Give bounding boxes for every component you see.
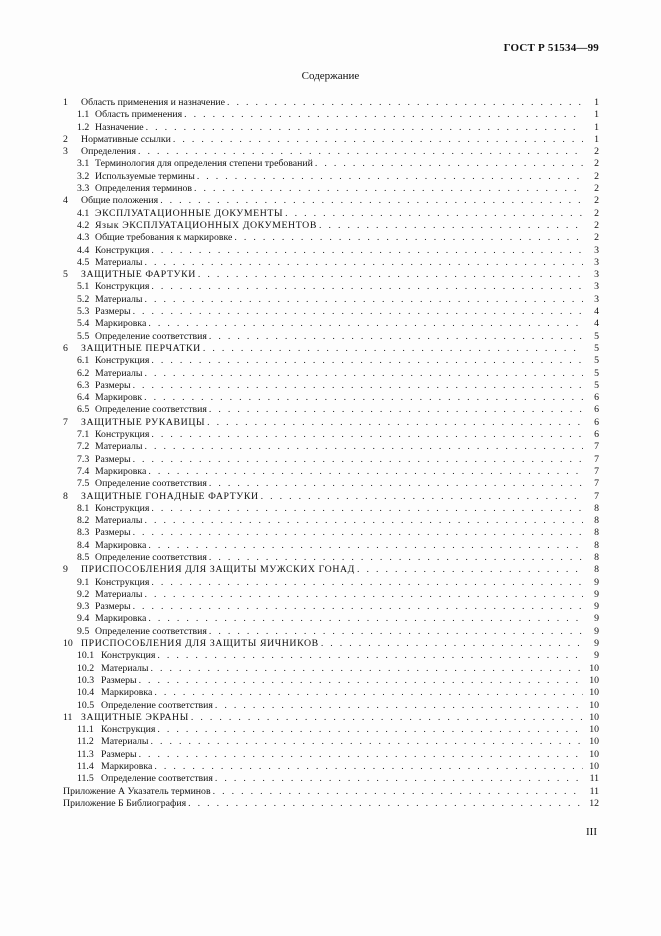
- toc-entry-title: Размеры: [95, 453, 131, 465]
- toc-entry-title: Материалы: [95, 256, 143, 268]
- toc-entry-page: 10: [589, 687, 599, 699]
- toc-entry-number: 6.5: [77, 404, 90, 416]
- toc-entry-page: 8: [594, 564, 599, 576]
- toc-entry-number: 3.3: [77, 183, 90, 195]
- toc-leader-dots: [144, 257, 583, 269]
- toc-leader-dots: [203, 343, 583, 355]
- toc-entry-page: 1: [594, 97, 599, 108]
- toc-entry-number: 3.1: [77, 158, 90, 170]
- toc-entry[interactable]: [63, 171, 599, 183]
- toc-entry[interactable]: [63, 466, 599, 478]
- toc-entry-page: 7: [594, 441, 599, 453]
- toc-entry[interactable]: [63, 601, 599, 613]
- toc-leader-dots: [148, 466, 583, 478]
- toc-leader-dots: [144, 515, 583, 527]
- toc-entry[interactable]: [63, 589, 599, 601]
- toc-entry-number: 1.2: [77, 121, 90, 133]
- toc-entry-title: Определение соответствия: [101, 699, 213, 711]
- toc-entry-title: Размеры: [101, 674, 137, 686]
- toc-entry-title: Материалы: [101, 662, 149, 674]
- toc-entry-page: 9: [594, 638, 599, 650]
- toc-entry-title: Язык ЭКСПЛУАТАЦИОННЫХ ДОКУМЕНТОВ: [95, 219, 317, 231]
- toc-entry-title: Размеры: [95, 527, 131, 539]
- toc-leader-dots: [154, 687, 583, 699]
- toc-entry-page: 8: [594, 515, 599, 527]
- toc-leader-dots: [207, 417, 583, 429]
- toc-entry-page: 6: [594, 392, 599, 404]
- toc-entry-title: Конструкция: [101, 650, 156, 662]
- toc-entry-number: 8: [63, 490, 68, 502]
- toc-entry-number: 9.5: [77, 625, 90, 637]
- toc-entry-title: Маркировка: [95, 465, 147, 477]
- toc-leader-dots: [194, 183, 583, 195]
- toc-leader-dots: [319, 220, 583, 232]
- toc-leader-dots: [315, 158, 583, 170]
- toc-entry-title: Определение соответствия: [95, 478, 207, 490]
- toc-entry-title: Определение соответствия: [95, 330, 207, 342]
- toc-entry[interactable]: [63, 515, 599, 527]
- toc-entry-title: Размеры: [95, 601, 131, 613]
- toc-entry-title: Конструкция: [95, 502, 150, 514]
- toc-entry-number: 7.5: [77, 478, 90, 490]
- toc-entry[interactable]: [63, 220, 599, 232]
- toc-leader-dots: [261, 491, 583, 503]
- toc-entry-number: 8.4: [77, 539, 90, 551]
- toc-entry[interactable]: [63, 183, 599, 195]
- toc-leader-dots: [133, 306, 583, 318]
- toc-leader-dots: [133, 601, 583, 613]
- toc-entry-page: 7: [594, 465, 599, 477]
- toc-entry[interactable]: [63, 540, 599, 552]
- toc-entry-page: 6: [594, 404, 599, 416]
- toc-entry[interactable]: [63, 146, 599, 158]
- toc-entry-number: 7.1: [77, 429, 90, 441]
- toc-entry[interactable]: [63, 257, 599, 269]
- toc-leader-dots: [144, 441, 583, 453]
- toc-leader-dots: [144, 368, 583, 380]
- toc-leader-dots: [138, 146, 583, 158]
- toc-entry-number: 4.5: [77, 256, 90, 268]
- toc-leader-dots: [321, 638, 583, 650]
- toc-leader-dots: [139, 749, 583, 761]
- toc-entry[interactable]: [63, 122, 599, 134]
- toc-entry-title: Материалы: [95, 515, 143, 527]
- toc-entry-page: 3: [594, 281, 599, 293]
- toc-entry-title: ПРИСПОСОБЛЕНИЯ ДЛЯ ЗАЩИТЫ ЯИЧНИКОВ: [81, 638, 319, 650]
- toc-leader-dots: [234, 232, 583, 244]
- toc-entry[interactable]: [63, 650, 599, 662]
- toc-entry-title: Общие требования к маркировке: [95, 232, 233, 244]
- toc-entry-page: 7: [594, 453, 599, 465]
- toc-entry[interactable]: [63, 626, 599, 638]
- toc-entry-title: ЗАЩИТНЫЕ РУКАВИЦЫ: [81, 416, 206, 428]
- toc-entry-page: 4: [594, 318, 599, 330]
- toc-entry-number: 10.2: [77, 662, 95, 674]
- toc-entry[interactable]: [63, 306, 599, 318]
- toc-entry-page: 2: [594, 195, 599, 207]
- toc-entry-number: 8.5: [77, 551, 90, 563]
- toc-entry-title: Размеры: [101, 748, 137, 760]
- toc-entry[interactable]: [63, 712, 599, 724]
- toc-entry[interactable]: [63, 417, 599, 429]
- toc-entry-page: 2: [594, 158, 599, 170]
- toc-leader-dots: [209, 404, 583, 416]
- toc-entry-page: 2: [594, 146, 599, 158]
- toc-entry-number: 11.5: [77, 773, 94, 785]
- toc-entry-title: Терминология для определения степени требований: [95, 158, 313, 170]
- toc-entry-number: 5.5: [77, 330, 90, 342]
- toc-entry-number: 6: [63, 342, 68, 354]
- toc-entry-number: 8.2: [77, 515, 90, 527]
- toc-entry-number: 11: [63, 711, 73, 723]
- toc-leader-dots: [151, 355, 583, 367]
- toc-entry-number: 1.1: [77, 109, 90, 121]
- toc-entry-page: 8: [594, 551, 599, 563]
- toc-entry-title: ЗАЩИТНЫЕ ЭКРАНЫ: [81, 711, 189, 723]
- toc-entry[interactable]: [63, 638, 599, 650]
- toc-entry-title: Маркировка: [95, 613, 147, 625]
- toc-entry-title: Область применения: [95, 109, 183, 121]
- toc-leader-dots: [154, 761, 583, 773]
- toc-entry-title: Размеры: [95, 306, 131, 318]
- toc-entry-number: 7.2: [77, 441, 90, 453]
- toc-entry[interactable]: [63, 97, 599, 109]
- toc-leader-dots: [133, 527, 583, 539]
- toc-entry-page: 3: [594, 256, 599, 268]
- toc-entry-number: 3: [63, 146, 68, 158]
- toc-leader-dots: [215, 773, 583, 785]
- toc-entry-title: Материалы: [95, 293, 143, 305]
- toc-leader-dots: [227, 97, 583, 109]
- toc-entry-page: 1: [594, 109, 599, 121]
- toc-entry-page: 4: [594, 306, 599, 318]
- toc-entry-number: 8.3: [77, 527, 90, 539]
- toc-leader-dots: [157, 724, 583, 736]
- toc-entry-number: 10.1: [77, 650, 95, 662]
- toc-entry[interactable]: [63, 429, 599, 441]
- toc-entry[interactable]: [63, 491, 599, 503]
- toc-entry-number: 4.4: [77, 244, 90, 256]
- toc-leader-dots: [197, 171, 583, 183]
- toc-entry-title: Конструкция: [95, 355, 150, 367]
- toc-entry-page: 6: [594, 416, 599, 428]
- toc-entry-number: 8.1: [77, 502, 90, 514]
- toc-entry-page: 2: [594, 183, 599, 195]
- toc-entry[interactable]: [63, 404, 599, 416]
- toc-title: Содержание: [301, 70, 360, 82]
- toc-entry-page: 9: [594, 625, 599, 637]
- toc-entry-number: 1: [63, 97, 68, 108]
- toc-entry-title: Определения терминов: [95, 183, 193, 195]
- toc-entry[interactable]: [63, 294, 599, 306]
- toc-entry-page: 5: [594, 355, 599, 367]
- toc-entry[interactable]: [63, 318, 599, 330]
- toc-entry-page: 10: [589, 736, 599, 748]
- toc-entry-page: 3: [594, 269, 599, 281]
- toc-entry[interactable]: [63, 380, 599, 392]
- toc-entry-page: 10: [589, 674, 599, 686]
- toc-entry[interactable]: [63, 503, 599, 515]
- toc-entry-title: Определение соответствия: [95, 404, 207, 416]
- toc-entry-page: 5: [594, 342, 599, 354]
- toc-entry[interactable]: [63, 613, 599, 625]
- toc-entry-number: 6.3: [77, 379, 90, 391]
- toc-entry-number: 11.2: [77, 736, 94, 748]
- toc-entry-page: 1: [594, 133, 599, 145]
- toc-entry-page: 7: [594, 490, 599, 502]
- toc-entry-number: 2: [63, 133, 68, 145]
- toc-entry-title: Маркировка: [101, 687, 153, 699]
- toc-entry-page: 10: [589, 748, 599, 760]
- toc-leader-dots: [151, 245, 583, 257]
- toc-entry[interactable]: [63, 441, 599, 453]
- toc-leader-dots: [139, 675, 583, 687]
- toc-leader-dots: [148, 318, 583, 330]
- toc-entry-title: Конструкция: [95, 281, 150, 293]
- toc-entry-page: 10: [589, 761, 599, 773]
- toc-entry-title: Общие положения: [81, 195, 159, 207]
- toc-entry[interactable]: [63, 552, 599, 564]
- toc-leader-dots: [184, 109, 583, 121]
- toc-leader-dots: [151, 577, 583, 589]
- toc-entry-title: Маркировка: [95, 318, 147, 330]
- toc-entry[interactable]: [63, 454, 599, 466]
- toc-entry-title: Область применения и назначение: [81, 97, 226, 108]
- toc-leader-dots: [191, 712, 583, 724]
- toc-entry[interactable]: [63, 134, 599, 146]
- toc-entry[interactable]: [63, 269, 599, 281]
- toc-entry[interactable]: [63, 232, 599, 244]
- toc-entry-number: 4: [63, 195, 68, 207]
- toc-entry[interactable]: [63, 158, 599, 170]
- toc-entry-number: 9.3: [77, 601, 90, 613]
- toc-entry-number: 6.1: [77, 355, 90, 367]
- toc-entry-number: 7.4: [77, 465, 90, 477]
- toc-leader-dots: [133, 380, 583, 392]
- toc-entry[interactable]: [63, 527, 599, 539]
- toc-entry[interactable]: [63, 700, 599, 712]
- toc-entry[interactable]: [63, 195, 599, 207]
- toc-entry-title: Материалы: [95, 367, 143, 379]
- toc-entry[interactable]: [63, 663, 599, 675]
- toc-entry-page: 2: [594, 207, 599, 219]
- toc-entry[interactable]: [63, 786, 599, 798]
- toc-entry-number: 5: [63, 269, 68, 281]
- toc-entry-page: 10: [589, 724, 599, 736]
- toc-entry-title: Определения: [81, 146, 136, 158]
- toc-leader-dots: [150, 663, 583, 675]
- toc-entry-page: 2: [594, 170, 599, 182]
- toc-leader-dots: [144, 589, 583, 601]
- toc-entry-page: 9: [594, 650, 599, 662]
- toc-entry[interactable]: [63, 736, 599, 748]
- toc-entry-title: Нормативные ссылки: [81, 133, 171, 145]
- toc-entry-title: Материалы: [95, 441, 143, 453]
- toc-entry-title: Материалы: [101, 736, 149, 748]
- toc-entry-title: Конструкция: [95, 576, 150, 588]
- document-code: ГОСТ Р 51534—99: [503, 42, 599, 54]
- toc-entry-page: 9: [594, 613, 599, 625]
- toc-entry[interactable]: [63, 724, 599, 736]
- toc-leader-dots: [151, 281, 583, 293]
- toc-entry-title: Назначение: [95, 121, 144, 133]
- toc-entry[interactable]: [63, 749, 599, 761]
- toc-leader-dots: [144, 294, 583, 306]
- toc-entry[interactable]: [63, 478, 599, 490]
- toc-entry-title: Размеры: [95, 379, 131, 391]
- toc-leader-dots: [144, 392, 583, 404]
- toc-entry-page: 10: [589, 662, 599, 674]
- toc-entry[interactable]: [63, 208, 599, 220]
- toc-entry-number: 4.2: [77, 219, 90, 231]
- toc-leader-dots: [148, 613, 583, 625]
- toc-entry-number: 5.3: [77, 306, 90, 318]
- table-of-contents: [63, 97, 599, 810]
- toc-entry-title: ЗАЩИТНЫЕ ГОНАДНЫЕ ФАРТУКИ: [81, 490, 259, 502]
- toc-leader-dots: [209, 552, 583, 564]
- toc-entry-page: 7: [594, 478, 599, 490]
- toc-leader-dots: [151, 429, 583, 441]
- toc-entry-number: 3.2: [77, 170, 90, 182]
- toc-entry-page: 9: [594, 601, 599, 613]
- toc-entry[interactable]: [63, 564, 599, 576]
- toc-leader-dots: [173, 134, 583, 146]
- toc-leader-dots: [146, 122, 583, 134]
- toc-entry-title: Определение соответствия: [95, 625, 207, 637]
- toc-entry[interactable]: [63, 675, 599, 687]
- toc-entry-title: Маркировка: [95, 539, 147, 551]
- toc-entry-title: Маркировка: [101, 761, 153, 773]
- toc-leader-dots: [150, 736, 583, 748]
- toc-entry-number: 6.2: [77, 367, 90, 379]
- toc-entry-page: 2: [594, 219, 599, 231]
- toc-leader-dots: [148, 540, 583, 552]
- toc-entry-title: Материалы: [95, 588, 143, 600]
- toc-entry[interactable]: [63, 773, 599, 785]
- toc-entry[interactable]: [63, 687, 599, 699]
- toc-entry-number: 9.4: [77, 613, 90, 625]
- toc-entry-title: ЗАЩИТНЫЕ ФАРТУКИ: [81, 269, 196, 281]
- toc-entry-title: Маркировк: [95, 392, 143, 404]
- toc-leader-dots: [198, 269, 583, 281]
- toc-entry-page: 3: [594, 244, 599, 256]
- toc-entry-number: 5.2: [77, 293, 90, 305]
- toc-entry-number: 9.1: [77, 576, 90, 588]
- page-number: III: [586, 826, 597, 838]
- toc-entry-page: 11: [589, 773, 599, 785]
- toc-leader-dots: [215, 700, 583, 712]
- toc-entry-title: Приложение Б Библиография: [63, 797, 187, 809]
- toc-entry-title: Определение соответствия: [95, 551, 207, 563]
- toc-entry-number: 5.1: [77, 281, 90, 293]
- toc-entry-number: 9: [63, 564, 68, 576]
- toc-entry-number: 5.4: [77, 318, 90, 330]
- toc-entry-page: 5: [594, 367, 599, 379]
- toc-entry-title: Конструкция: [95, 429, 150, 441]
- toc-leader-dots: [209, 626, 583, 638]
- toc-entry[interactable]: [63, 798, 599, 810]
- toc-entry-page: 5: [594, 330, 599, 342]
- toc-entry-page: 10: [589, 711, 599, 723]
- toc-entry-number: 10.4: [77, 687, 95, 699]
- toc-entry-page: 6: [594, 429, 599, 441]
- toc-leader-dots: [357, 564, 583, 576]
- toc-entry-page: 9: [594, 576, 599, 588]
- toc-entry[interactable]: [63, 355, 599, 367]
- toc-entry-page: 12: [589, 797, 599, 809]
- toc-entry-title: Приложение А Указатель терминов: [63, 785, 211, 797]
- toc-leader-dots: [133, 454, 583, 466]
- toc-entry-page: 11: [589, 785, 599, 797]
- toc-leader-dots: [213, 786, 583, 798]
- toc-entry-number: 7: [63, 416, 68, 428]
- toc-entry[interactable]: [63, 343, 599, 355]
- toc-entry-number: 10.3: [77, 674, 95, 686]
- toc-entry-page: 1: [594, 121, 599, 133]
- toc-entry-page: 9: [594, 588, 599, 600]
- toc-entry[interactable]: [63, 368, 599, 380]
- toc-entry[interactable]: [63, 109, 599, 121]
- toc-leader-dots: [285, 208, 583, 220]
- toc-entry-number: 7.3: [77, 453, 90, 465]
- toc-leader-dots: [160, 195, 583, 207]
- toc-entry[interactable]: [63, 331, 599, 343]
- toc-leader-dots: [209, 331, 583, 343]
- toc-entry-number: 10.5: [77, 699, 95, 711]
- toc-entry-title: Определение соответствия: [101, 773, 213, 785]
- toc-leader-dots: [209, 478, 583, 490]
- toc-entry-page: 2: [594, 232, 599, 244]
- toc-entry-page: 10: [589, 699, 599, 711]
- toc-leader-dots: [151, 503, 583, 515]
- toc-entry[interactable]: [63, 245, 599, 257]
- toc-entry-number: 11.4: [77, 761, 94, 773]
- toc-leader-dots: [157, 650, 583, 662]
- toc-entry-title: ЭКСПЛУАТАЦИОННЫЕ ДОКУМЕНТЫ: [95, 207, 284, 219]
- toc-entry-number: 9.2: [77, 588, 90, 600]
- toc-entry-page: 8: [594, 539, 599, 551]
- toc-entry-page: 8: [594, 527, 599, 539]
- toc-entry-number: 10: [63, 638, 73, 650]
- toc-entry[interactable]: [63, 761, 599, 773]
- toc-entry-title: Конструкция: [95, 244, 150, 256]
- toc-entry-title: ЗАЩИТНЫЕ ПЕРЧАТКИ: [81, 342, 201, 354]
- toc-entry[interactable]: [63, 392, 599, 404]
- toc-entry-title: Конструкция: [101, 724, 156, 736]
- toc-entry[interactable]: [63, 281, 599, 293]
- toc-entry-number: 4.3: [77, 232, 90, 244]
- toc-entry-page: 3: [594, 293, 599, 305]
- toc-leader-dots: [188, 798, 583, 810]
- toc-entry-number: 4.1: [77, 207, 90, 219]
- toc-entry-number: 11.1: [77, 724, 94, 736]
- toc-entry-page: 5: [594, 379, 599, 391]
- toc-entry-title: Используемые термины: [95, 170, 195, 182]
- toc-entry-page: 8: [594, 502, 599, 514]
- toc-entry-title: ПРИСПОСОБЛЕНИЯ ДЛЯ ЗАЩИТЫ МУЖСКИХ ГОНАД: [81, 564, 355, 576]
- toc-entry[interactable]: [63, 577, 599, 589]
- toc-entry-number: 11.3: [77, 748, 94, 760]
- toc-entry-number: 6.4: [77, 392, 90, 404]
